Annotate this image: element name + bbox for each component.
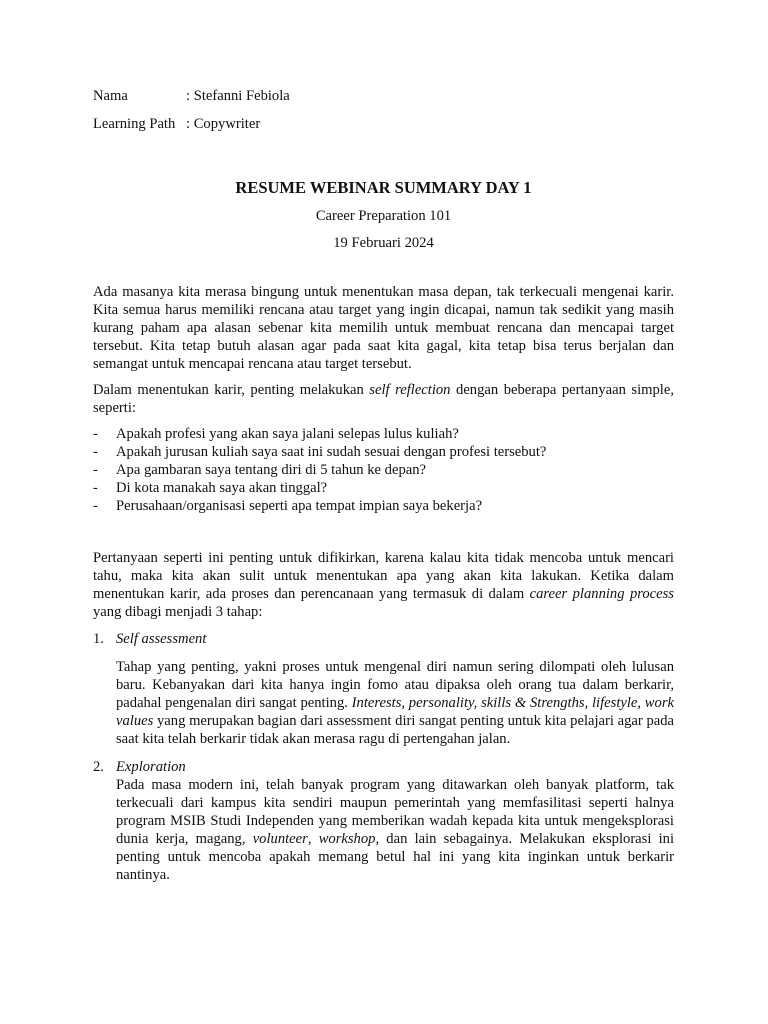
dash-marker: - <box>93 444 98 460</box>
text-segment: dengan beberapa pertanyaan simple, seperti: <box>93 382 674 416</box>
career-planning-paragraph <box>93 549 674 621</box>
learning-path-row <box>93 115 674 133</box>
dash-marker: - <box>93 426 98 442</box>
step-title: Self assessment <box>116 631 207 647</box>
text-segment: yang dibagi menjadi 3 tahap: <box>93 604 263 620</box>
text-segment: yang merupakan bagian dari assessment diri sangat penting untuk kita pelajari agar pada saat kita telah berkarir tidak akan merasa ragu di pertengahan jalan. <box>116 713 674 747</box>
dash-marker: - <box>93 498 98 514</box>
text-segment: Dalam menentukan karir, penting melakukan <box>93 382 370 398</box>
step-number: 2. <box>93 759 104 775</box>
step-self-assessment <box>93 630 674 648</box>
list-item <box>93 461 674 479</box>
list-item <box>93 479 674 497</box>
step-number: 1. <box>93 631 104 647</box>
text-segment: , dan lain sebagainya. Melakukan eksplorasi ini penting untuk mencoba apakah memang betul hal ini yang kita inginkan untuk berkarir nantinya. <box>116 831 675 883</box>
list-item-text: Perusahaan/organisasi seperti apa tempat impian saya bekerja? <box>116 498 483 514</box>
question-list <box>93 425 674 515</box>
document-title: RESUME WEBINAR SUMMARY DAY 1 <box>235 178 532 197</box>
text-segment: , <box>307 831 319 847</box>
step-title: Exploration <box>116 759 186 775</box>
italic-term: self reflection <box>369 382 451 398</box>
step-exploration-body <box>116 776 674 884</box>
italic-term: volunteer <box>252 831 308 847</box>
intro-paragraph: Ada masanya kita merasa bingung untuk menentukan masa depan, tak terkecuali mengenai karir. Kita semua harus memiliki rencana atau target yang ingin dicapai, namun tak sedikit yang masih kurang paham apa alasan sebenar kita memilih untuk membuat rencana dan mencapai target tersebut. Kita tetap butuh alasan agar pada saat kita gagal, kita tetap bisa terus berjalan dan semangat untuk mencapai rencana atau target tersebut. <box>93 284 674 372</box>
text-segment: Pertanyaan seperti ini penting untuk difikirkan, karena kalau kita tidak mencoba untuk mencari tahu, maka kita akan sulit untuk menentukan apa yang akan kita lakukan. Ketika dalam menentukan karir, ada proses dan perencanaan yang termasuk di dalam <box>93 550 674 602</box>
dash-marker: - <box>93 462 98 478</box>
document-content <box>93 87 674 884</box>
list-item-text: Di kota manakah saya akan tinggal? <box>116 480 328 496</box>
italic-term: career planning process <box>529 586 674 602</box>
italic-term: Interests, personality, skills & Strengths, lifestyle, work values <box>116 695 674 729</box>
list-item-text: Apakah profesi yang akan saya jalani selepas lulus kuliah? <box>116 426 459 442</box>
self-reflection-paragraph <box>93 381 674 417</box>
list-item <box>93 425 674 443</box>
step-exploration <box>93 758 674 776</box>
learning-path-label: Learning Path <box>93 116 176 132</box>
list-item <box>93 497 674 515</box>
italic-term: workshop <box>318 831 376 847</box>
step-self-assessment-body <box>116 658 674 748</box>
list-item-text: Apa gambaran saya tentang diri di 5 tahun ke depan? <box>116 462 427 478</box>
learning-path-value: : Copywriter <box>186 116 261 132</box>
text-segment: Pada masa modern ini, telah banyak program yang ditawarkan oleh banyak platform, tak terkecuali dari kampus kita sendiri maupun pemerintah yang memfasilitasi seperti halnya program MSIB Studi Independen yang memberikan wadah kepada kita untuk mengeksplorasi dunia kerja, magang, <box>116 777 674 847</box>
list-item <box>93 443 674 461</box>
document-subtitle: Career Preparation 101 <box>315 208 452 224</box>
name-value: : Stefanni Febiola <box>186 88 290 104</box>
list-item-text: Apakah jurusan kuliah saya saat ini sudah sesuai dengan profesi tersebut? <box>116 444 547 460</box>
dash-marker: - <box>93 480 98 496</box>
name-row <box>93 87 674 105</box>
text-segment: Tahap yang penting, yakni proses untuk mengenal diri namun sering dilompati oleh lulusan baru. Kebanyakan dari kita hanya ingin fomo atau dipaksa oleh orang tua dalam berkarir, padahal pengenalan diri sangat penting. <box>116 659 674 711</box>
document-date: 19 Februari 2024 <box>333 235 434 251</box>
name-label: Nama <box>93 88 128 104</box>
